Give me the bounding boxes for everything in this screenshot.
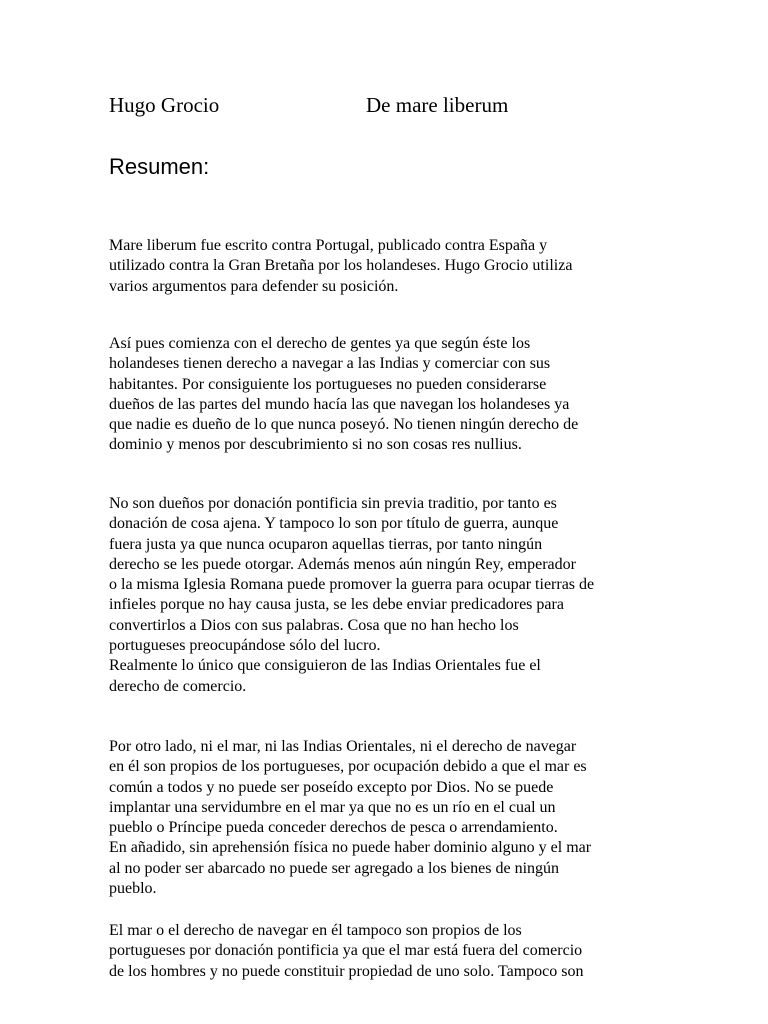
text-line: varios argumentos para defender su posición. [109, 277, 399, 295]
text-line: común a todos y no puede ser poseído excepto por Dios. No se puede [109, 778, 554, 796]
text-line: No son dueños por donación pontificia sin previa traditio, por tanto es [109, 495, 557, 512]
paragraph-4 [109, 737, 669, 899]
text-line: que nadie es dueño de lo que nunca poseyó. No tienen ningún derecho de [109, 416, 579, 434]
text-line: Mare liberum fue escrito contra Portugal, publicado contra España y [109, 237, 548, 254]
text-line: en él son propios de los portugueses, por ocupación debido a que el mar es [109, 758, 587, 776]
text-line: El mar o el derecho de navegar en él tampoco son propios de los [109, 922, 522, 939]
text-line: holandeses tienen derecho a navegar a las Indias y comerciar con sus [109, 355, 551, 373]
document-title: De mare liberum [366, 93, 509, 117]
text-line: pueblo o Príncipe pueda conceder derechos de pesca o arrendamiento. [109, 819, 558, 837]
text-line: dominio y menos por descubrimiento si no son cosas res nullius. [109, 436, 522, 454]
text-line: al no poder ser abarcado no puede ser agregado a los bienes de ningún [109, 859, 560, 877]
text-line: derecho de comercio. [109, 677, 247, 695]
text-line: o la misma Iglesia Romana puede promover la guerra para ocupar tierras de [109, 576, 595, 594]
author-name: Hugo Grocio [109, 93, 220, 117]
text-line: infieles porque no hay causa justa, se les debe enviar predicadores para [109, 596, 564, 614]
text-line: fuera justa ya que nunca ocuparon aquellas tierras, por tanto ningún [109, 535, 543, 553]
text-line: donación de cosa ajena. Y tampoco lo son por título de guerra, aunque [109, 515, 559, 533]
text-line: portugueses preocupándose sólo del lucro. [109, 637, 381, 655]
text-line: de los hombres y no puede constituir propiedad de uno solo. Tampoco son [109, 962, 584, 980]
paragraph-2 [109, 334, 669, 456]
text-line: portugueses por donación pontificia ya que el mar está fuera del comercio [109, 942, 583, 960]
text-line: En añadido, sin aprehensión física no puede haber dominio alguno y el mar [109, 839, 592, 857]
text-line: dueños de las partes del mundo hacía las que navegan los holandeses ya [109, 395, 570, 413]
text-line: implantar una servidumbre en el mar ya que no es un río en el cual un [109, 798, 556, 816]
paragraph-5 [109, 921, 669, 982]
text-line: Así pues comienza con el derecho de gentes ya que según éste los [109, 335, 531, 352]
paragraph-3 [109, 494, 669, 697]
text-line: derecho se les puede otorgar. Además menos aún ningún Rey, emperador [109, 555, 576, 573]
text-line: habitantes. Por consiguiente los portugueses no pueden considerarse [109, 375, 547, 393]
text-line: utilizado contra la Gran Bretaña por los holandeses. Hugo Grocio utiliza [109, 257, 573, 275]
section-heading: Resumen: [109, 154, 210, 179]
text-line: Realmente lo único que consiguieron de las Indias Orientales fue el [109, 657, 541, 675]
text-line: Por otro lado, ni el mar, ni las Indias Orientales, ni el derecho de navegar [109, 738, 577, 755]
text-line: pueblo. [109, 880, 157, 898]
paragraph-1 [109, 236, 669, 297]
text-line: convertirlos a Dios con sus palabras. Cosa que no han hecho los [109, 616, 519, 634]
